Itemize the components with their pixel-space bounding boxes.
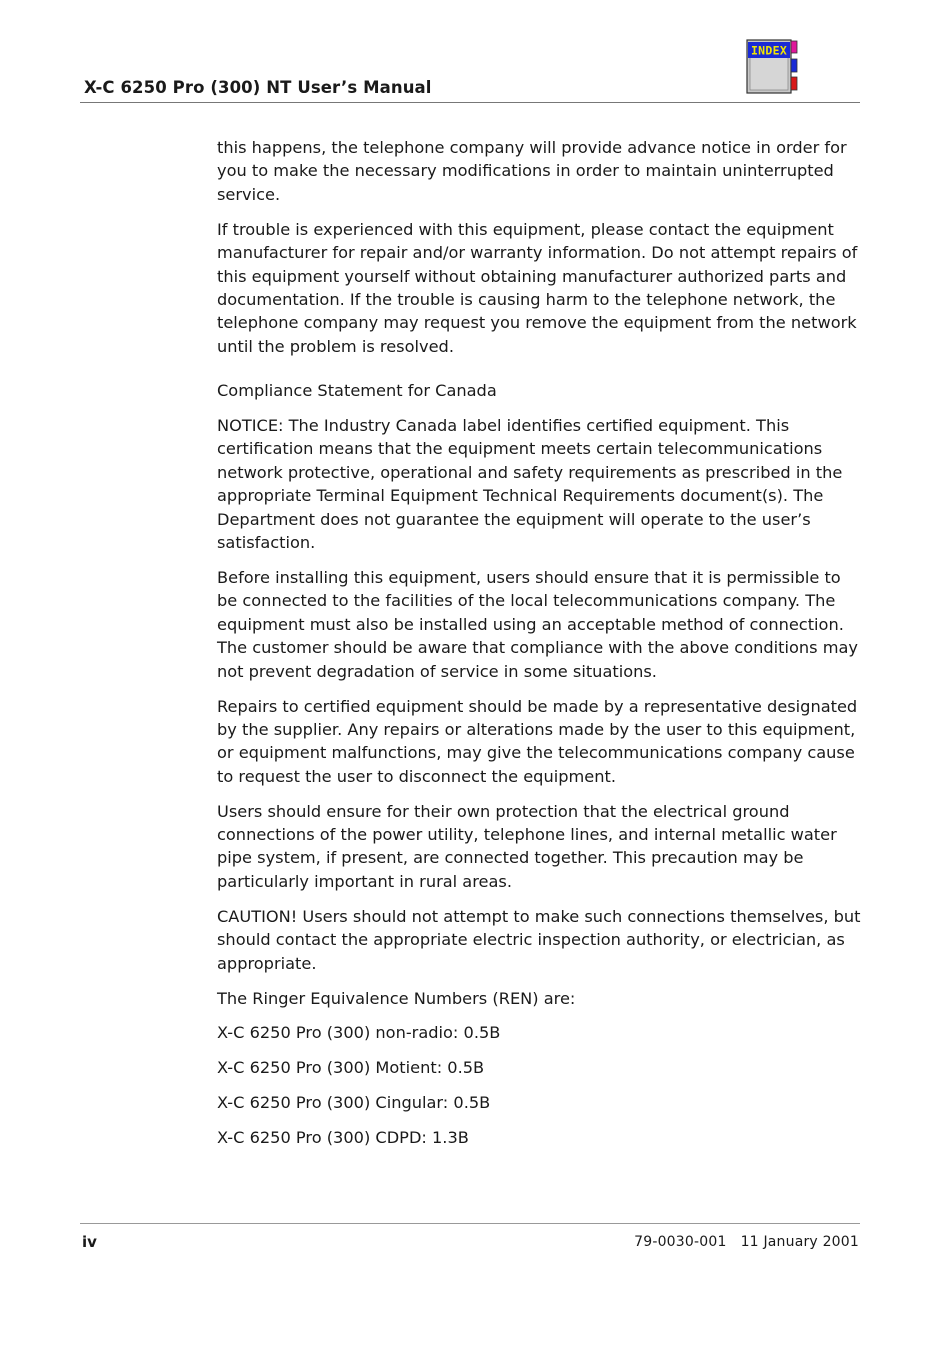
ren-item: X-C 6250 Pro (300) CDPD: 1.3B [217,1128,469,1148]
body-text [217,136,862,1161]
paragraph: If trouble is experienced with this equipment, please contact the equipment manufacturer for repair and/or warranty information. Do not attempt repairs of this equipment yourself without obtaining manufacturer authorized parts and documentation. If the trouble is causing harm to the telephone network, the telephone company may request you remove the equipment from the network until the problem is resolved. [217,219,858,356]
doc-number: 79-0030-001 [634,1234,727,1250]
footer-divider [80,1223,860,1224]
page-number: iv [82,1233,97,1251]
index-button[interactable] [746,39,800,95]
header-title: X-C 6250 Pro (300) NT User’s Manual [84,78,432,97]
ren-item: X-C 6250 Pro (300) Cingular: 0.5B [217,1093,491,1113]
index-label: INDEX [750,43,788,58]
paragraph: Repairs to certified equipment should be made by a representative designated by the supplier. Any repairs or alterations made by the user to this equipment, or equipment malfunctions, may give the telecommunications company cause to request the user to disconnect the equipment. [217,696,858,786]
paragraph: NOTICE: The Industry Canada label identifies certified equipment. This certification means that the equipment meets certain telecommunications network protective, operational and safety requirements as prescribed in the appropriate Terminal Equipment Technical Requirements document(s). The Department does not guarantee the equipment will operate to the user’s satisfaction. [217,416,843,553]
section-heading: Compliance Statement for Canada [217,381,497,401]
paragraph: Before installing this equipment, users should ensure that it is permissible to be connected to the facilities of the local telecommunications company. The equipment must also be installed using an acceptable method of connection. The customer should be aware that compliance with the above conditions may not prevent degradation of service in some situations. [217,568,858,681]
ren-item: X-C 6250 Pro (300) Motient: 0.5B [217,1058,485,1078]
ren-item: X-C 6250 Pro (300) non-radio: 0.5B [217,1023,501,1043]
paragraph: this happens, the telephone company will provide advance notice in order for you to make the necessary modifications in order to maintain uninterrupted service. [217,138,847,204]
paragraph: The Ringer Equivalence Numbers (REN) are: [217,988,576,1008]
header-divider [80,102,860,103]
paragraph: Users should ensure for their own protection that the electrical ground connections of the power utility, telephone lines, and internal metallic water pipe system, if present, are connected together. This precaution may be particularly important in rural areas. [217,801,837,891]
book-index-icon [746,39,800,95]
doc-date: 11 January 2001 [740,1234,859,1250]
footer-doc-info [634,1234,859,1250]
paragraph: CAUTION! Users should not attempt to make such connections themselves, but should contact the appropriate electric inspection authority, or electrician, as appropriate. [217,906,861,973]
